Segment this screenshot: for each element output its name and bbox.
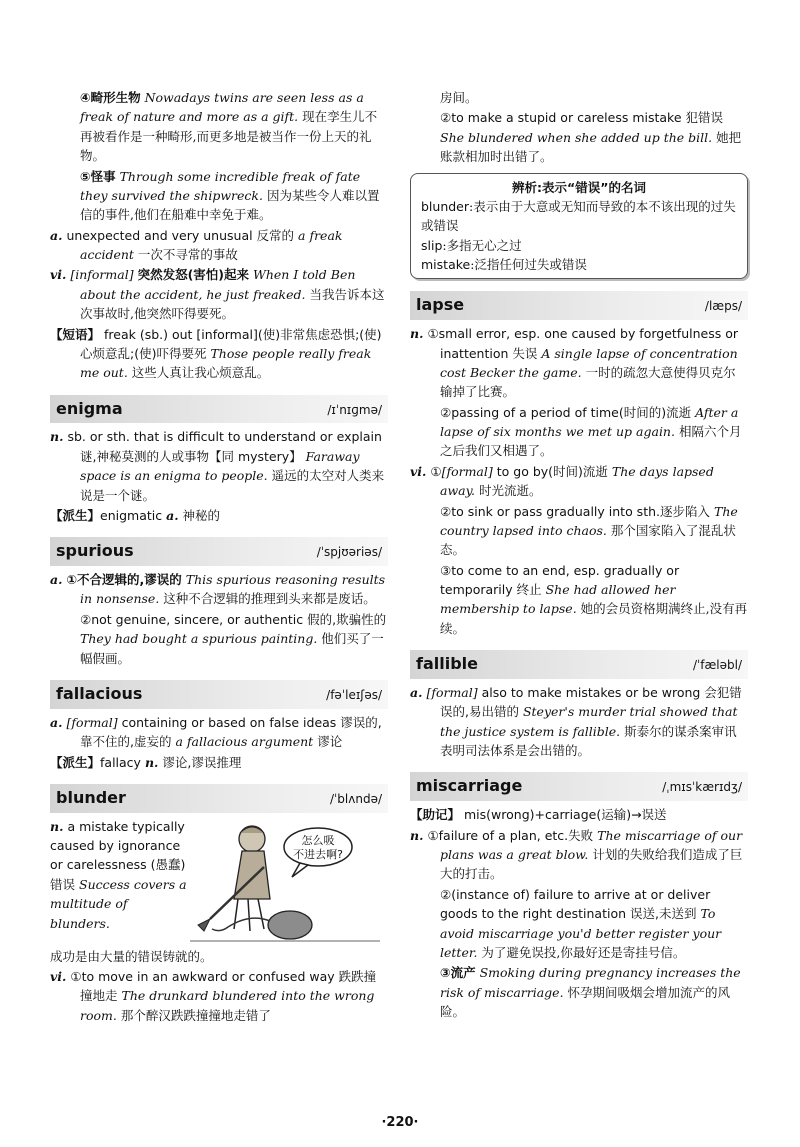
pronunciation: /ˈfæləbl/ xyxy=(692,658,742,673)
freak-phrase xyxy=(50,325,388,383)
usage-word: mistake xyxy=(421,257,471,272)
entry-header-spurious xyxy=(50,537,388,566)
definition: sb. or sth. that is difficult to understand or explain 谜,神秘莫测的人或事物【同 mystery】 xyxy=(67,429,382,464)
example-cn: 那个醉汉跌跌撞撞地走错了 xyxy=(120,1007,271,1023)
register-tag: [formal] xyxy=(66,714,118,730)
lapse-verb-sense-3 xyxy=(410,561,748,639)
usage-note-line-1 xyxy=(421,197,737,236)
example-en: After a lapse of six months we met up again. xyxy=(440,404,739,440)
part-of-speech: n. xyxy=(50,429,64,445)
example-en: The miscarriage of our plans was a great blow. xyxy=(440,827,743,863)
pronunciation: /fəˈleɪʃəs/ xyxy=(326,687,382,702)
miscarriage-sense-1 xyxy=(410,826,748,884)
freak-verb xyxy=(50,265,388,323)
blunder-noun-block xyxy=(50,817,388,947)
part-of-speech: n. xyxy=(50,818,64,834)
pronunciation: /ɪˈnɪɡmə/ xyxy=(327,402,382,417)
mnemonic-text: mis(wrong)+carriage(运输)→误送 xyxy=(464,807,667,823)
example-cn: 一次不寻常的事故 xyxy=(137,247,238,262)
example-en: Smoking during pregnancy increases the risk of miscarriage. xyxy=(440,965,741,1000)
example-en: She blundered when she added up the bill. xyxy=(440,129,713,145)
definition: ②to make a stupid or careless mistake 犯错误 xyxy=(440,110,723,126)
pronunciation: /ˈspjʊəriəs/ xyxy=(316,545,382,560)
example-en: The drunkard blundered into the wrong room. xyxy=(80,988,375,1023)
phrase-text: freak (sb.) out [informal](使)非常焦虑恐惧;(使)心烦意乱;(使)吓得要死 xyxy=(80,326,382,361)
part-of-speech: vi. xyxy=(410,463,427,479)
usage-explanation: :多指无心之过 xyxy=(442,237,522,253)
example-en: Through some incredible freak of fate they survived the shipwreck. xyxy=(80,168,361,203)
headword: miscarriage xyxy=(416,776,523,796)
usage-note-line-2 xyxy=(421,236,737,255)
example-en: Success covers a multitude of blunders. xyxy=(50,876,187,931)
fallacious-adjective xyxy=(50,713,388,752)
definition: ①failure of a plan, etc.失败 xyxy=(427,827,594,843)
definition: containing or based on false ideas 谬误的,靠不住的,虚妄的 xyxy=(80,714,382,750)
sense-number: ① xyxy=(430,463,442,479)
sense-label: ③流产 xyxy=(440,965,476,981)
miscarriage-sense-2 xyxy=(410,885,748,963)
example-cn: 怀孕期间吸烟会增加流产的风险。 xyxy=(440,984,731,1020)
headword: spurious xyxy=(56,541,134,561)
part-of-speech: vi. xyxy=(50,267,67,283)
blunder-noun xyxy=(50,817,190,946)
usage-note-title: 辨析:表示“错误”的名词 xyxy=(512,179,646,195)
part-of-speech: n. xyxy=(144,754,159,770)
definition: ②passing of a period of time(时间的)流逝 xyxy=(440,404,692,420)
example-cn: 他们买了一幅假画。 xyxy=(80,631,384,666)
definition: ③to come to an end, esp. gradually or temporarily 终止 xyxy=(440,562,680,598)
spurious-sense-1 xyxy=(50,570,388,609)
usage-explanation: :泛指任何过失或错误 xyxy=(470,257,587,272)
definition: ①to move in an awkward or confused way 跌跌撞撞地走 xyxy=(70,969,377,1004)
register-tag: [informal] xyxy=(70,267,134,283)
fallible-adjective xyxy=(410,683,748,761)
usage-explanation: :表示由于大意或无知而导致的本不该出现的过失或错误 xyxy=(421,198,736,234)
blunder-continuation xyxy=(410,88,748,107)
sense-label: ⑤怪事 xyxy=(80,168,116,184)
example-en: Steyer's murder trial showed that the justice system is fallible. xyxy=(440,704,738,739)
example-cn: 时光流逝。 xyxy=(478,483,542,499)
example-cn: 现在孪生儿不再被看作是一种畸形,而更多地是被当作一份上天的礼物。 xyxy=(80,109,378,164)
derivative-tag: 【派生】 xyxy=(50,507,101,523)
entry-header-miscarriage xyxy=(410,772,748,801)
example-cn: 她的会员资格期满终止,没有再续。 xyxy=(440,601,748,636)
freak-sense-4 xyxy=(50,88,388,166)
page-number: ·220· xyxy=(381,1115,419,1130)
blunder-verb-sense-2 xyxy=(410,108,748,166)
part-of-speech: a. xyxy=(166,507,179,523)
example-en: This spurious reasoning results in nonsense. xyxy=(80,572,386,607)
headword: fallible xyxy=(416,654,478,674)
example-en: a freak accident xyxy=(80,227,343,262)
lapse-noun-sense-1 xyxy=(410,324,748,402)
speech-bubble-line-1: 怎么吸 xyxy=(301,833,335,847)
sense-label: ①不合逻辑的,谬误的 xyxy=(66,572,182,588)
usage-note-line-3 xyxy=(421,255,737,274)
example-en: They had bought a spurious painting. xyxy=(80,631,318,647)
headword: fallacious xyxy=(56,683,143,703)
definition: ②to sink or pass gradually into sth.逐步陷入 xyxy=(440,503,710,519)
definition: also to make mistakes or be wrong 会犯错误的,易出错的 xyxy=(440,684,742,720)
definition: unexpected and very unusual 反常的 xyxy=(66,227,295,243)
spurious-sense-2 xyxy=(50,610,388,668)
part-of-speech: a. xyxy=(50,714,63,730)
example-en: A single lapse of concentration cost Becker the game. xyxy=(440,345,738,380)
example-cn: 一时的疏忽大意使得贝克尔输掉了比赛。 xyxy=(440,364,736,400)
part-of-speech: n. xyxy=(410,827,424,843)
headword: enigma xyxy=(56,398,123,418)
derivative-meaning: 谬论,谬误推理 xyxy=(162,754,242,770)
miscarriage-sense-3 xyxy=(410,963,748,1021)
entry-header-fallible xyxy=(410,650,748,679)
example-cn: 这些人真让我心烦意乱。 xyxy=(131,365,270,381)
lapse-noun-sense-2 xyxy=(410,403,748,461)
part-of-speech: n. xyxy=(410,326,424,342)
example-cn: 谬论 xyxy=(317,734,343,750)
definition: ②not genuine, sincere, or authentic 假的,欺骗性的 xyxy=(80,611,387,627)
example-cn: 房间。 xyxy=(440,90,478,105)
headword: lapse xyxy=(416,295,465,315)
fallacious-derivative xyxy=(50,753,388,772)
example-cn: 那个国家陷入了混乱状态。 xyxy=(440,522,736,558)
headword: blunder xyxy=(56,787,126,807)
part-of-speech: a. xyxy=(50,572,63,588)
pronunciation: /ˈblʌndə/ xyxy=(329,791,382,806)
derivative-meaning: 神秘的 xyxy=(182,507,221,523)
example-en: When I told Ben about the accident, he just freaked. xyxy=(80,267,356,302)
example-en: She had allowed her membership to lapse. xyxy=(440,582,676,617)
blunder-verb-sense-1 xyxy=(50,967,388,1025)
register-tag: [formal] xyxy=(441,463,493,479)
entry-header-fallacious xyxy=(50,680,388,709)
vacuum-cartoon-illustration xyxy=(190,817,380,947)
definition: ②(instance of) failure to arrive at or deliver goods to the right destination 误送,未送到 xyxy=(440,886,711,922)
example-en: The country lapsed into chaos. xyxy=(440,503,738,538)
derivative-word: enigmatic xyxy=(100,507,163,523)
example-cn: 为了避免误投,你最好还是寄挂号信。 xyxy=(481,944,686,960)
enigma-derivative xyxy=(50,506,388,525)
definition: 突然发怒(害怕)起来 xyxy=(137,267,250,283)
definition: ①small error, esp. one caused by forgetfulness or inattention 失误 xyxy=(427,326,738,361)
usage-word: slip xyxy=(421,237,443,253)
part-of-speech: a. xyxy=(410,684,423,700)
usage-word: blunder xyxy=(421,198,470,214)
example-en: a fallacious argument xyxy=(175,734,314,750)
example-en: To avoid miscarriage you'd better register your letter. xyxy=(440,906,722,960)
cartoon-drawing xyxy=(190,817,380,947)
lapse-verb-sense-1 xyxy=(410,462,748,501)
part-of-speech: vi. xyxy=(50,969,67,985)
pronunciation: /ˌmɪsˈkærɪdʒ/ xyxy=(662,780,742,795)
speech-bubble-line-2: 不进去啊? xyxy=(293,847,343,861)
example-cn: 计划的失败给我们造成了巨大的打击。 xyxy=(440,847,743,882)
pronunciation: /læps/ xyxy=(704,299,742,314)
freak-adjective xyxy=(50,226,388,265)
example-cn: 这种不合逻辑的推理到头来都是废话。 xyxy=(163,591,376,607)
mnemonic-tag: 【助记】 xyxy=(410,807,461,823)
example-cn: 当我告诉本这次事故时,他突然吓得要死。 xyxy=(80,286,385,322)
right-column xyxy=(410,88,748,1022)
definition: a mistake typically caused by ignorance or carelessness (愚蠢)错误 xyxy=(50,818,186,892)
derivative-word: fallacy xyxy=(100,754,141,770)
example-en: Nowadays twins are seen less as a freak of nature and more as a gift. xyxy=(80,90,364,125)
register-tag: [formal] xyxy=(426,684,478,700)
entry-header-lapse xyxy=(410,291,748,320)
example-cn: 遥远的太空对人类来说是一个谜。 xyxy=(80,468,385,503)
part-of-speech: a. xyxy=(50,227,63,243)
miscarriage-mnemonic xyxy=(410,805,748,824)
example-en: Those people really freak me out. xyxy=(80,345,372,381)
phrase-tag: 【短语】 xyxy=(50,326,101,342)
example-en: The days lapsed away. xyxy=(440,463,714,499)
example-en: Faraway space is an enigma to people. xyxy=(80,448,360,484)
sense-label: ④畸形生物 xyxy=(80,90,141,105)
derivative-tag: 【派生】 xyxy=(50,754,101,770)
example-cn: 因为某些令人难以置信的事件,他们在船难中幸免于难。 xyxy=(80,187,380,223)
blunder-noun-example-cn xyxy=(50,947,388,966)
example-cn: 成功是由大量的错误铸就的。 xyxy=(50,948,213,964)
example-cn: 斯泰尔的谋杀案审讯表明司法体系是会出错的。 xyxy=(440,723,737,759)
lapse-verb-sense-2 xyxy=(410,502,748,560)
example-cn: 相隔六个月之后我们又相遇了。 xyxy=(440,424,742,459)
entry-header-enigma xyxy=(50,395,388,424)
definition: to go by(时间)流逝 xyxy=(496,463,608,479)
usage-note-box xyxy=(410,173,748,280)
left-column xyxy=(50,88,388,1026)
enigma-noun xyxy=(50,427,388,505)
example-cn: 她把账款相加时出错了。 xyxy=(440,129,742,165)
freak-sense-5 xyxy=(50,167,388,225)
entry-header-blunder xyxy=(50,784,388,813)
